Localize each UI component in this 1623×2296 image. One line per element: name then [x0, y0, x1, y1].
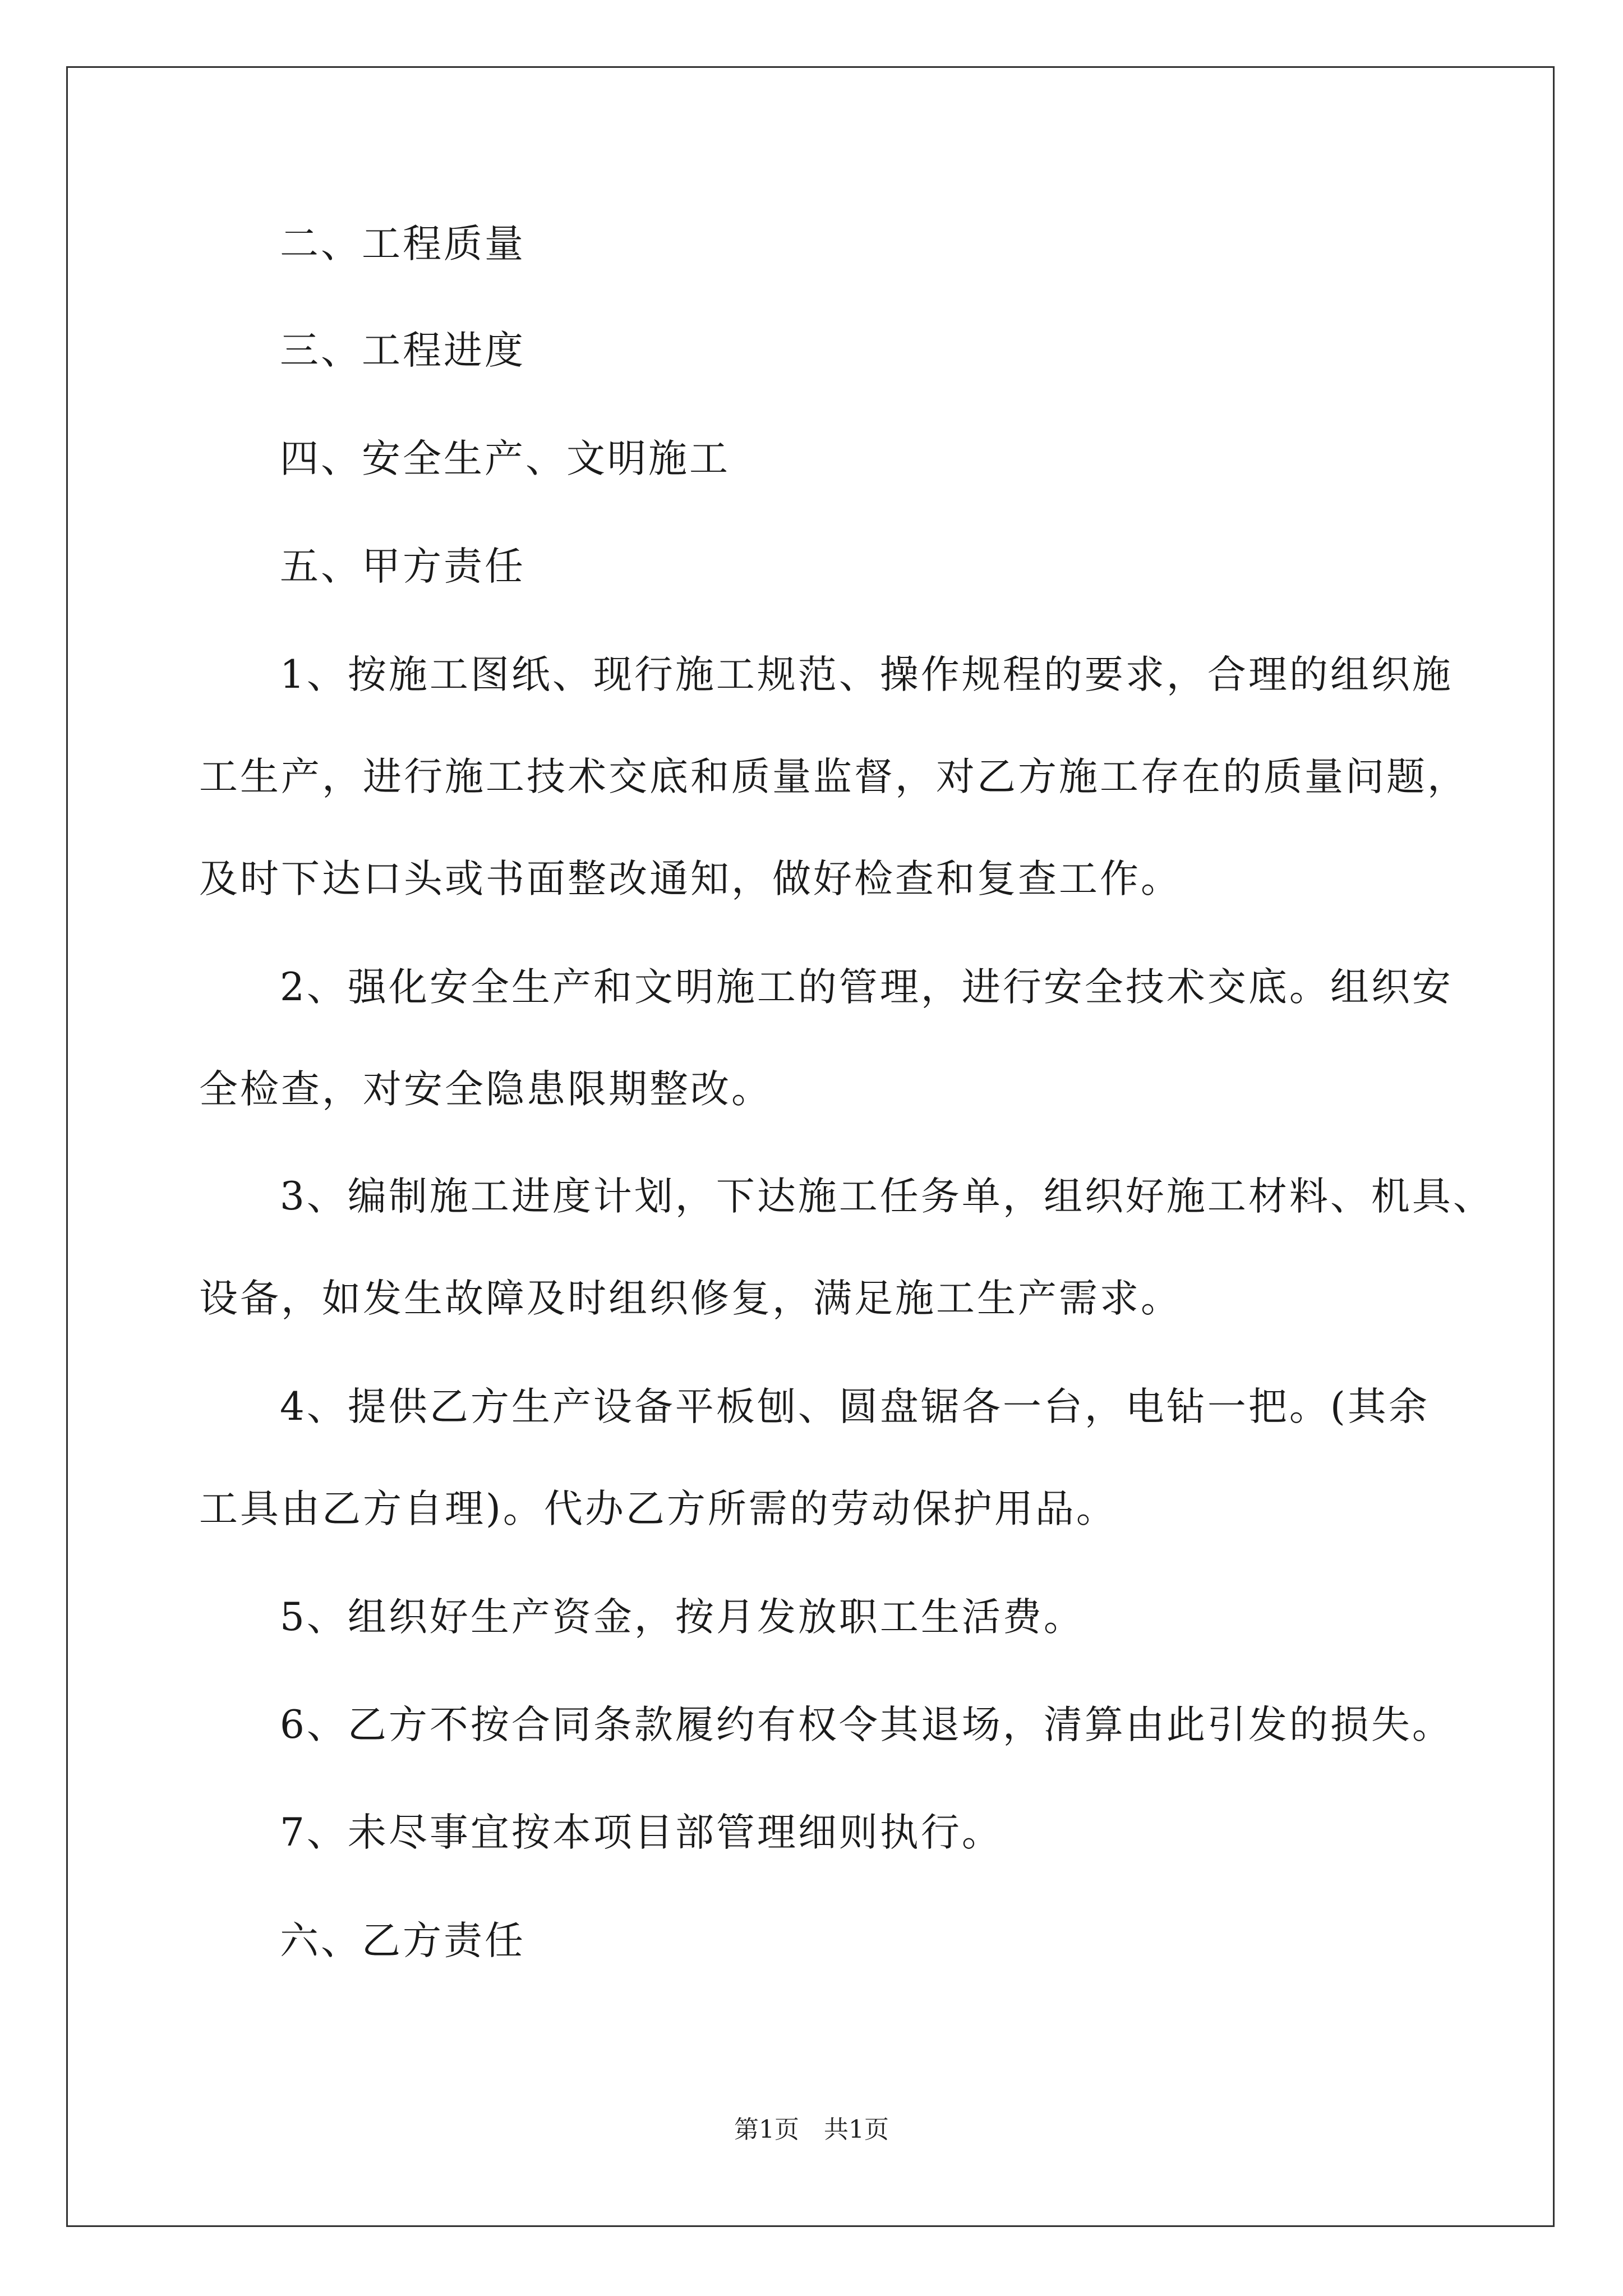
paragraph-line: 3、编制施工进度计划，下达施工任务单，组织好施工材料、机具、	[280, 1174, 1494, 1219]
heading-safety: 四、安全生产、文明施工	[280, 436, 730, 481]
heading-party-b: 六、乙方责任	[280, 1918, 525, 1963]
heading-quality: 二、工程质量	[280, 222, 525, 266]
page-border	[66, 66, 1555, 2227]
paragraph-line: 设备，如发生故障及时组织修复，满足施工生产需求。	[199, 1276, 1182, 1321]
paragraph-line: 工具由乙方自理)。代办乙方所需的劳动保护用品。	[199, 1487, 1117, 1531]
paragraph-line: 工生产，进行施工技术交底和质量监督，对乙方施工存在的质量问题，	[199, 754, 1468, 799]
paragraph-line: 6、乙方不按合同条款履约有权令其退场，清算由此引发的损失。	[280, 1703, 1453, 1747]
paragraph-line: 4、提供乙方生产设备平板刨、圆盘锯各一台，电钻一把。(其余	[280, 1384, 1430, 1429]
paragraph-line: 7、未尽事宜按本项目部管理细则执行。	[280, 1810, 1003, 1855]
paragraph-line: 2、强化安全生产和文明施工的管理，进行安全技术交底。组织安	[280, 965, 1453, 1010]
heading-party-a: 五、甲方责任	[280, 544, 525, 589]
page-number: 第1页 共1页	[734, 2115, 889, 2144]
paragraph-line: 及时下达口头或书面整改通知，做好检查和复查工作。	[199, 857, 1182, 901]
paragraph-line: 全检查，对安全隐患限期整改。	[199, 1067, 772, 1112]
paragraph-line: 5、组织好生产资金，按月发放职工生活费。	[280, 1595, 1085, 1640]
paragraph-line: 1、按施工图纸、现行施工规范、操作规程的要求，合理的组织施	[280, 652, 1453, 697]
heading-progress: 三、工程进度	[280, 328, 525, 373]
